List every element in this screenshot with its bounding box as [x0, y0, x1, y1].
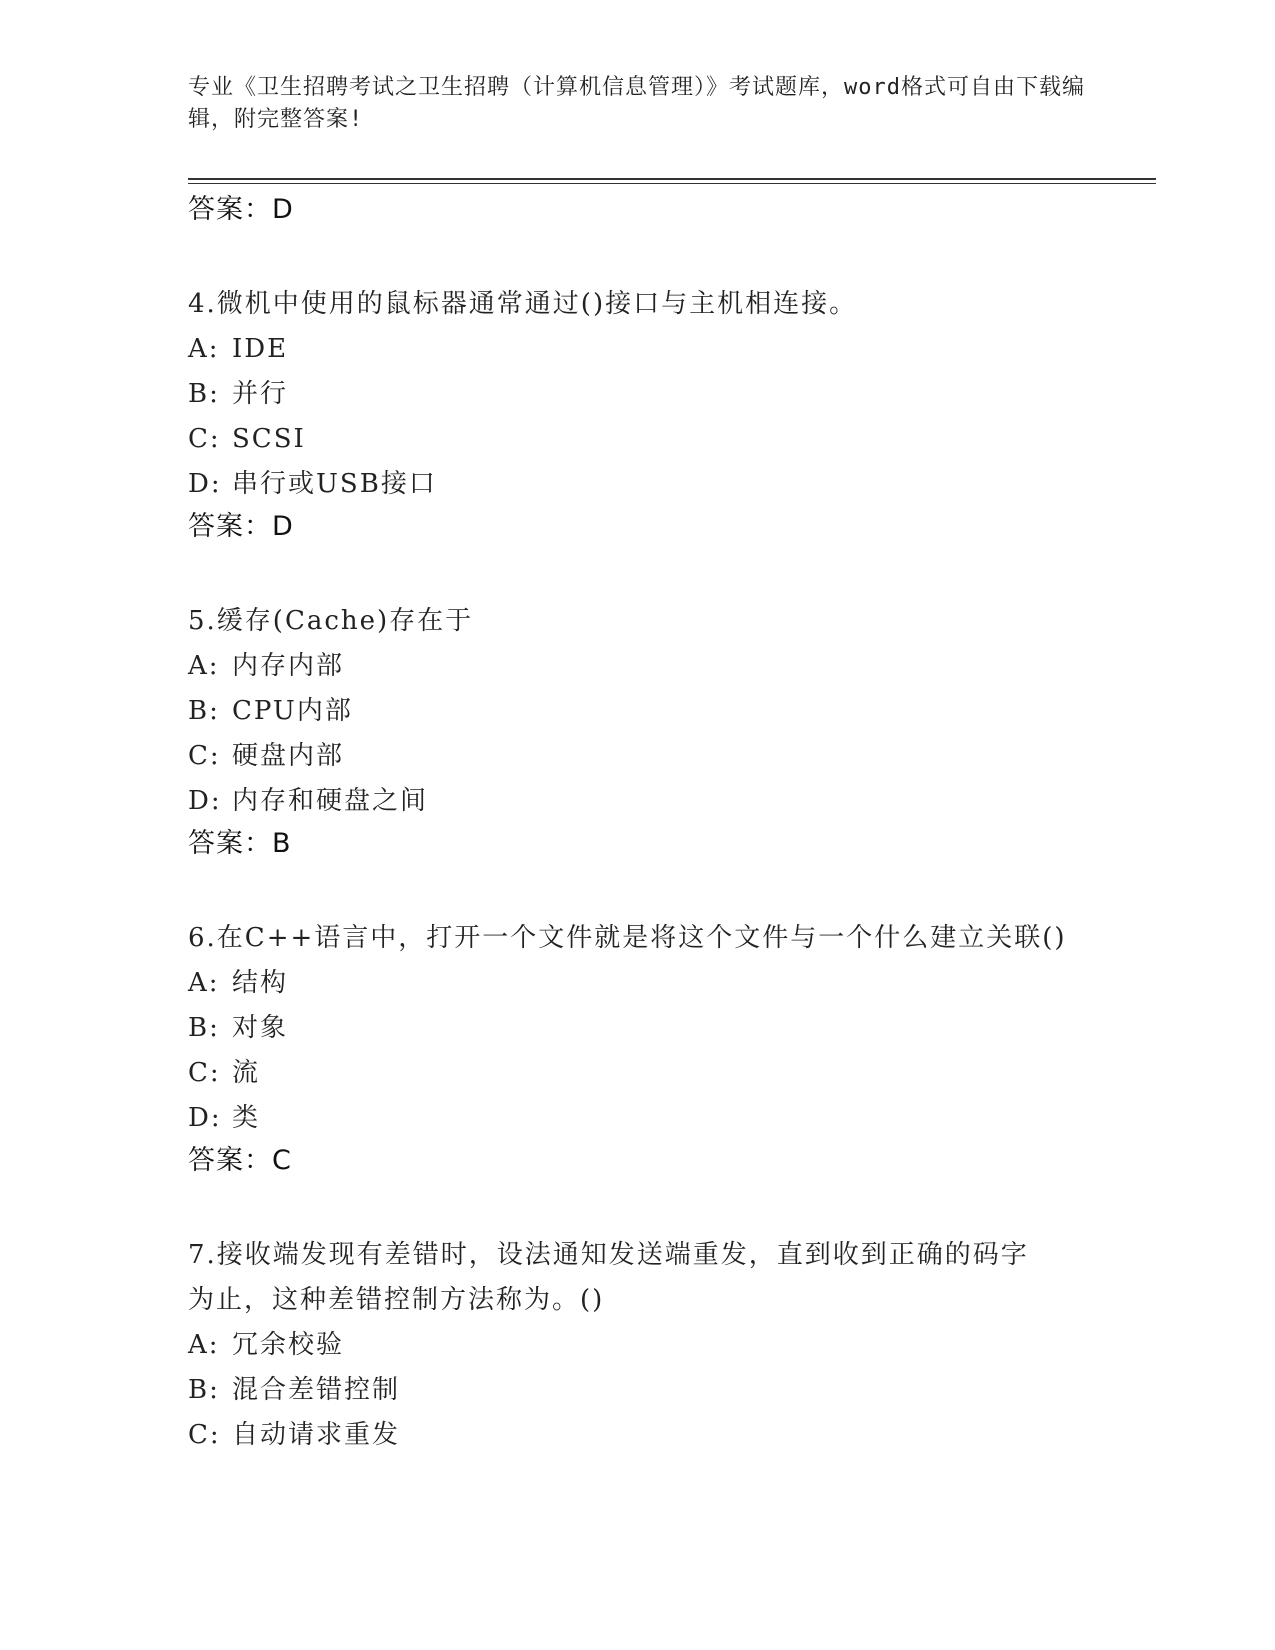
option-d: [188, 779, 1148, 824]
option-letter: A:: [188, 1330, 220, 1360]
option-letter: B:: [188, 1375, 220, 1405]
option-letter: A:: [188, 651, 220, 681]
option-d: [188, 1096, 1148, 1141]
option-a: [188, 644, 1148, 689]
option-text: 流: [232, 1058, 261, 1088]
question-text: 6.在C++语言中，打开一个文件就是将这个文件与一个什么建立关联(): [188, 923, 1067, 953]
option-letter: C:: [188, 1058, 221, 1088]
option-text: 冗余校验: [232, 1330, 345, 1360]
option-text: 混合差错控制: [232, 1375, 401, 1405]
option-text: 自动请求重发: [232, 1420, 401, 1450]
option-text: CPU内部: [232, 696, 353, 726]
option-a: [188, 961, 1148, 1006]
option-text: IDE: [232, 334, 289, 364]
option-letter: D:: [188, 786, 222, 816]
answer-line: 答案：D: [188, 511, 294, 542]
option-text: 硬盘内部: [232, 741, 345, 771]
option-c: [188, 417, 1148, 462]
option-a: [188, 1323, 1148, 1368]
question-text: 5.缓存(Cache)存在于: [188, 606, 474, 636]
question-list: [188, 190, 1148, 1458]
option-text: SCSI: [232, 424, 306, 454]
option-text: 串行或USB接口: [232, 469, 437, 499]
answer-line: 答案：B: [188, 828, 292, 859]
option-text: 对象: [232, 1013, 289, 1043]
spacer: [188, 235, 1148, 282]
spacer: [188, 1186, 1148, 1233]
option-text: 并行: [232, 379, 289, 409]
question-text: 7.接收端发现有差错时，设法通知发送端重发，直到收到正确的码字为止，这种差错控制方法称为。(): [188, 1240, 1029, 1315]
option-letter: B:: [188, 1013, 220, 1043]
option-text: 内存内部: [232, 651, 345, 681]
option-letter: D:: [188, 469, 222, 499]
option-letter: B:: [188, 379, 220, 409]
option-b: [188, 1006, 1148, 1051]
answer-line: 答案：D: [188, 194, 294, 225]
option-text: 内存和硬盘之间: [232, 786, 429, 816]
header-divider: [188, 178, 1156, 180]
option-text: 类: [232, 1103, 261, 1133]
document-header: 专业《卫生招聘考试之卫生招聘（计算机信息管理）》考试题库，word格式可自由下载编辑，附完整答案!: [188, 75, 1085, 132]
option-letter: C:: [188, 1420, 221, 1450]
option-c: [188, 1051, 1148, 1096]
option-letter: C:: [188, 741, 221, 771]
option-b: [188, 689, 1148, 734]
question-text: 4.微机中使用的鼠标器通常通过()接口与主机相连接。: [188, 289, 858, 319]
option-c: [188, 1413, 1148, 1458]
option-letter: A:: [188, 334, 220, 364]
option-c: [188, 734, 1148, 779]
spacer: [188, 869, 1148, 916]
option-letter: B:: [188, 696, 220, 726]
option-a: [188, 327, 1148, 372]
option-b: [188, 1368, 1148, 1413]
option-letter: C:: [188, 424, 221, 454]
option-letter: A:: [188, 968, 220, 998]
option-d: [188, 462, 1148, 507]
option-text: 结构: [232, 968, 289, 998]
answer-line: 答案：C: [188, 1145, 292, 1176]
header-divider-thin: [188, 183, 1156, 184]
option-letter: D:: [188, 1103, 222, 1133]
option-b: [188, 372, 1148, 417]
spacer: [188, 552, 1148, 599]
